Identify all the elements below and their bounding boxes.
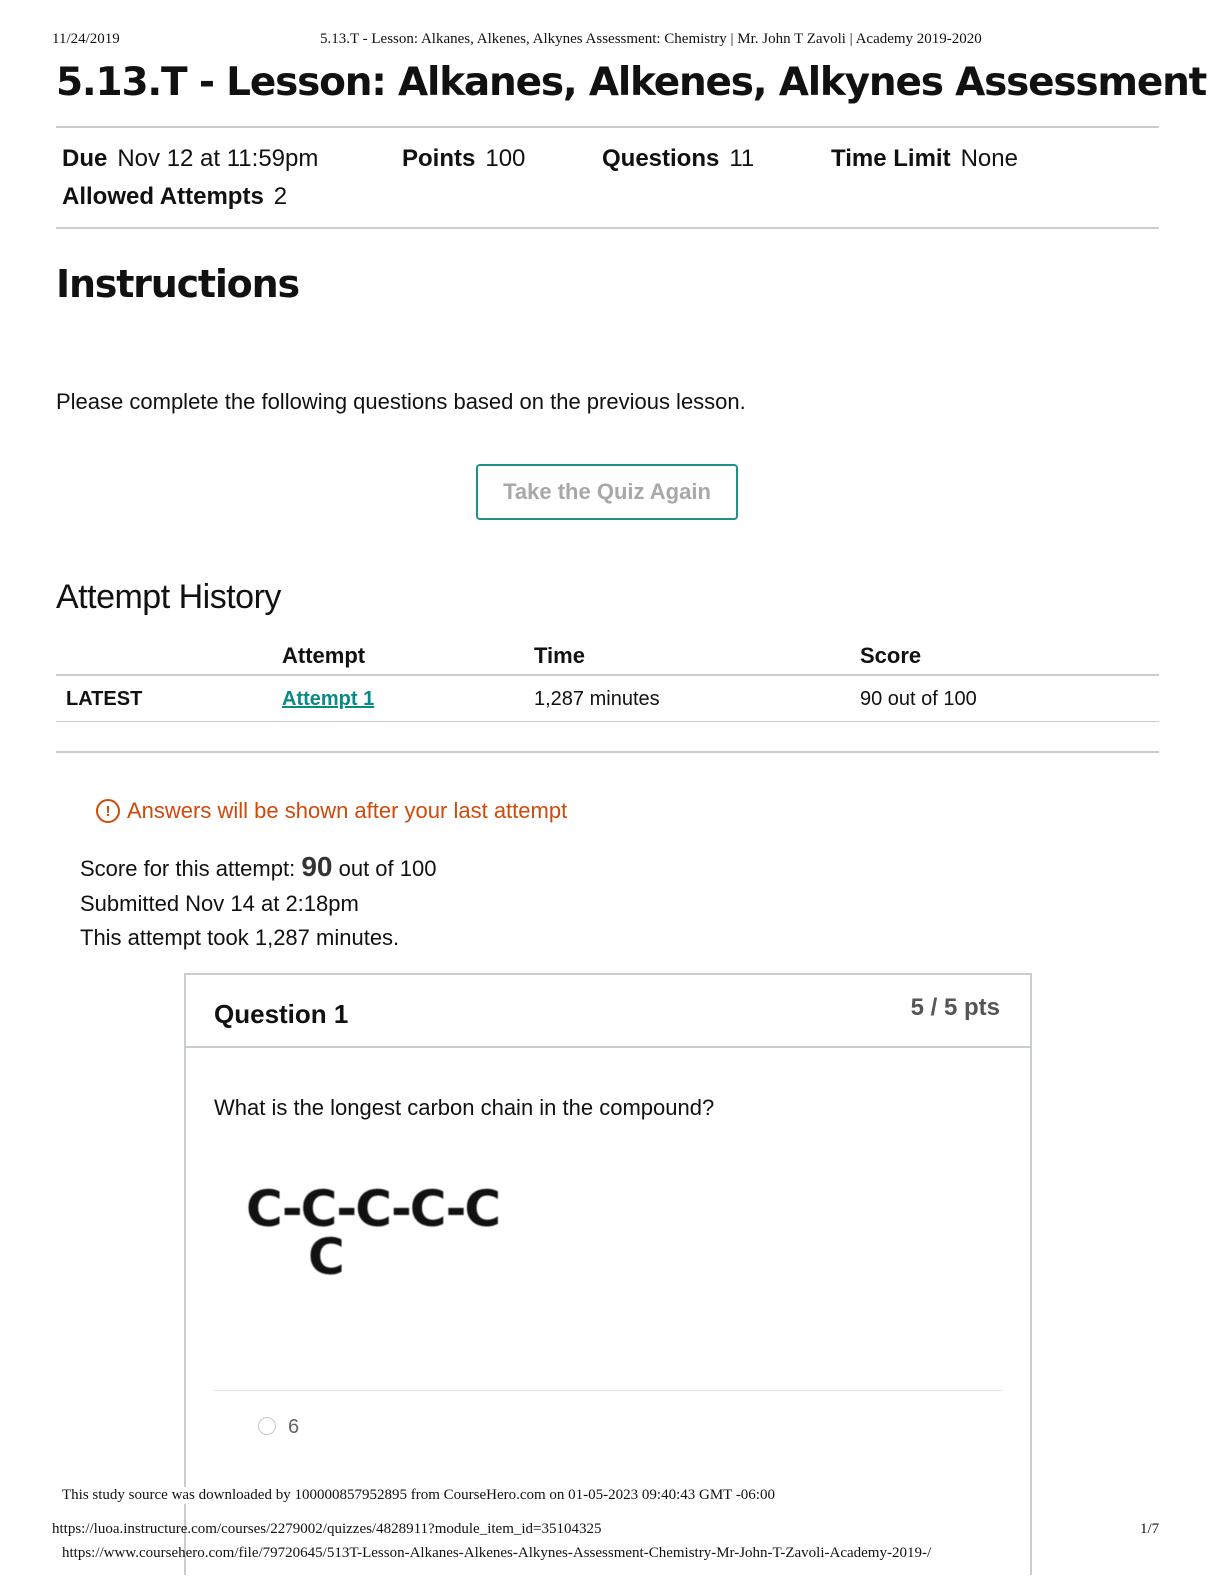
allowed-attempts-label: Allowed Attempts bbox=[62, 183, 264, 210]
answer-divider bbox=[214, 1390, 1002, 1391]
due-info bbox=[62, 145, 318, 173]
score-line bbox=[80, 851, 436, 883]
page-number: 1/7 bbox=[1140, 1521, 1160, 1537]
coursehero-url: https://www.coursehero.com/file/79720645/513T-Lesson-Alkanes-Alkenes-Alkynes-Assessment-Chemistry-Mr-John-T-Zavoli-Academy-2019-/ bbox=[62, 1545, 932, 1561]
answer-option-label: 6 bbox=[288, 1416, 300, 1438]
exclamation-circle-icon: ! bbox=[96, 799, 120, 823]
title-divider bbox=[56, 126, 1159, 128]
compound-main-chain: C-C-C-C-C bbox=[246, 1180, 500, 1238]
answer-radio[interactable] bbox=[258, 1417, 276, 1435]
allowed-attempts-info bbox=[62, 183, 287, 211]
question-points: 5 / 5 pts bbox=[910, 994, 1000, 1021]
source-notice: This study source was downloaded by 100000857952895 from CourseHero.com on 01-05-2023 09:40:43 GMT -06:00 bbox=[62, 1487, 775, 1503]
points-label: Points bbox=[402, 145, 476, 172]
question-title: Question 1 bbox=[214, 999, 349, 1029]
answers-warning bbox=[96, 798, 567, 824]
due-label: Due bbox=[62, 145, 108, 172]
questions-label: Questions bbox=[602, 145, 720, 172]
page-title: 5.13.T - Lesson: Alkanes, Alkenes, Alkynes Assessment bbox=[56, 60, 1207, 105]
table-header-divider bbox=[56, 674, 1159, 676]
compound-structure-image bbox=[246, 1180, 500, 1286]
page-url: https://luoa.instructure.com/courses/2279002/quizzes/4828911?module_item_id=35104325 bbox=[52, 1521, 602, 1537]
column-header-score: Score bbox=[860, 643, 922, 668]
attempt-score: 90 out of 100 bbox=[860, 688, 977, 710]
duration-text: This attempt took 1,287 minutes. bbox=[80, 925, 400, 950]
questions-info bbox=[602, 145, 754, 173]
question-text: What is the longest carbon chain in the compound? bbox=[214, 1095, 715, 1120]
score-suffix: out of 100 bbox=[338, 856, 437, 881]
points-value: 100 bbox=[485, 145, 526, 172]
points-info bbox=[402, 145, 525, 173]
compound-branch: C bbox=[308, 1228, 343, 1286]
score-value: 90 bbox=[301, 851, 333, 882]
score-prefix: Score for this attempt: bbox=[80, 856, 296, 881]
attempt-1-link-cell bbox=[282, 688, 374, 711]
submitted-text: Submitted Nov 14 at 2:18pm bbox=[80, 891, 359, 916]
section-divider bbox=[56, 751, 1159, 753]
allowed-attempts-value: 2 bbox=[273, 183, 288, 210]
questions-value: 11 bbox=[729, 145, 755, 172]
time-limit-info bbox=[831, 145, 1018, 173]
due-value: Nov 12 at 11:59pm bbox=[117, 145, 319, 172]
time-limit-label: Time Limit bbox=[831, 145, 951, 172]
question-header bbox=[186, 975, 1030, 1048]
attempt-history-heading: Attempt History bbox=[56, 578, 281, 616]
latest-tag: LATEST bbox=[66, 688, 143, 710]
instructions-text: Please complete the following questions based on the previous lesson. bbox=[56, 389, 746, 414]
question-card bbox=[184, 973, 1032, 1575]
take-quiz-again-button[interactable]: Take the Quiz Again bbox=[476, 464, 738, 520]
attempt-1-link[interactable]: Attempt 1 bbox=[282, 688, 375, 710]
attempt-time: 1,287 minutes bbox=[534, 688, 660, 710]
instructions-heading: Instructions bbox=[56, 262, 299, 306]
column-header-time: Time bbox=[534, 643, 585, 668]
print-title: 5.13.T - Lesson: Alkanes, Alkenes, Alkynes Assessment: Chemistry | Mr. John T Zavoli | Academy 2019-2020 bbox=[320, 31, 982, 47]
answers-warning-text: Answers will be shown after your last attempt bbox=[127, 798, 568, 823]
meta-divider bbox=[56, 227, 1159, 229]
table-row-divider bbox=[56, 721, 1159, 722]
print-date: 11/24/2019 bbox=[52, 31, 120, 47]
column-header-attempt: Attempt bbox=[282, 643, 366, 668]
time-limit-value: None bbox=[960, 145, 1018, 172]
